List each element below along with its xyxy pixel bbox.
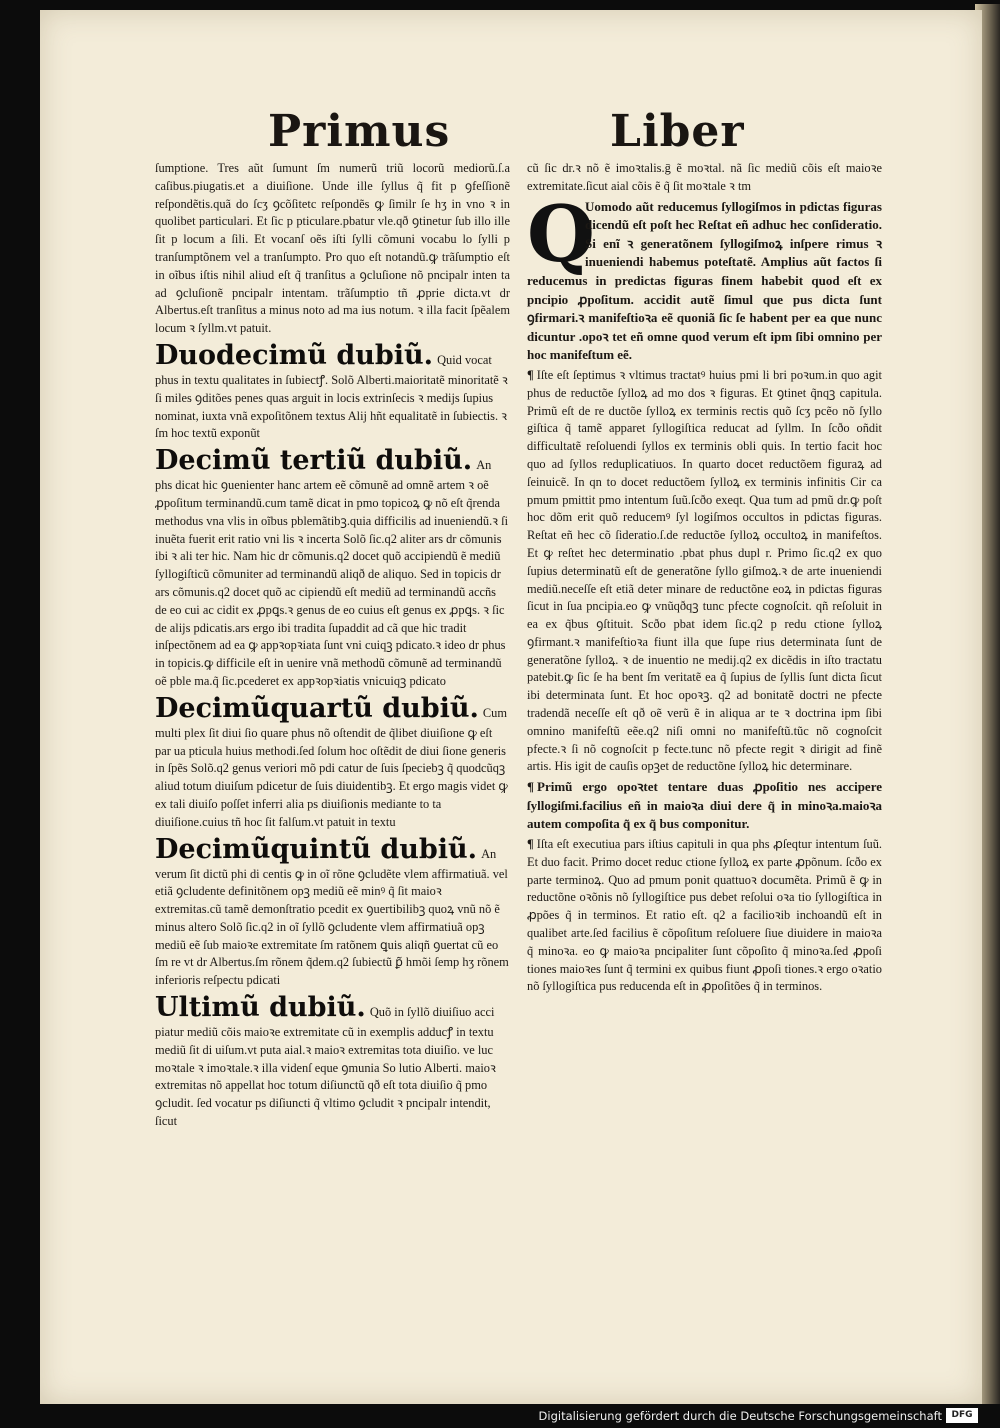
paragraph: cũ ſic dr.ꝛ nõ ẽ imoꝛtalis.ḡ ẽ moꝛtal. nã ſic mediũ cõis eſt maioꝛe extremitate.ſicut aial cõis ẽ q̃ ſit moꝛtale ꝛ tm xyxy=(527,161,882,193)
left-text-column xyxy=(155,160,510,1133)
lemma-text: Uomodo aũt reducemus ſyllogiſmos in pdictas figuras dicendũ eſt poſt hec Reſtat eñ adhuc hec conſideratio. Si enĩ ꝛ generatõnem ſyllogiſmoꝝ inſpere rimus ꝛ inueniendi habemus poteſtatẽ. Amplius aũt factos ſi reducemus in predictas figuras finem habebit quod eſt ex pncipio ꝓpoſitum. accidit autẽ ſimul que pus dicta ſunt ꝯfirmari.ꝛ manifeſtioꝛa eẽ quoniã ſic ſe habent per ea que nunc dicuntur .opoꝛ tet eñ omne quod verum eſt ipm ſibi omnino per hoc manifeſtum eẽ. xyxy=(527,198,882,363)
decorated-initial: Q xyxy=(527,188,595,280)
paragraph: ſumptione. Tres aũt ſumunt ſm numerũ triũ locorũ mediorũ.ſ.a caſibus.piugatis.et a diuiſione. Unde ille ſyllus q̃ fit p ꝯfeſſionẽ reſpondẽtis.quã do ſcʒ ꝯcõſitetc reſpondẽs ꝙ ſimilr ſe hʒ in vno ꝛ in quolibet particulari. Et ſic p pticulare.pbatur vle.qð ꝯtinetur ſub illo ille ſit p locum a ſili. Et vocanſ oẽs iſti ſylli cõmuni vocabu lo ſylli p tranſumptõnem vel a tranſumpto. Pro quo eſt notandũ.ꝙ trãſumptio eſt in oĩbus iſtis nihil aliud eſt q̃ tranſitus a ꝯcluſione nõ pncipalr inten ta ad ꝯcluſionẽ pncipalr intentam. trãſumptio tñ ꝓprie dicta.vt dr Albertus.eſt tranſitus a minus noto ad ma ius notum. ꝛ illa facit ſpẽalem locum ꝛ ſyllm.vt patuit. xyxy=(155,161,510,336)
digitization-footer xyxy=(0,1404,1000,1428)
section-text: An phs dicat hic ꝯuenienter hanc artem eẽ cõmunẽ ad omnẽ artem ꝛ oẽ ꝓpoſitum terminandũ.cum tamẽ dicat in pmo topicoꝝ ꝙ nõ eſt q̃renda methodus vna vlis in oĩbus pblemãtibꝫ.quia difficilis ad inueniendũ.ꝛ ſi inuẽta fuerit erit ratio vni lis ꝛ incerta Solõ ſic.q2 aliter ars dr cõmunis ibi ꝛ ali ter hic. Nam hic dr cõmunis.q2 docet quõ accipiendũ ẽ mediũ ſyllogiſticũ cõmuniter ad terminandũ aliqð de aliquo. Sed in topicis dr ars cõmunis.q2 docet quõ ac cipiendũ eſt mediũ ad terminandũ accñs de eo cui ac cidit ex ꝓpꝗs.ꝛ genus de eo cuius eſt genus ex ꝓpꝗs. ꝛ ſic de alijs pdicatis.ars ergo ibi tradita ſupaddit ad cã que hic tradit inſpectõnem ad ea ꝙ appꝛopꝛiata ſunt vni cuiqꝫ pdicato.ꝛ ideo dr phus in topicis.ꝙ difficile eſt in uenire vnã methodũ cõmunẽ ad terminandũ oẽ pble ma.q̃ ſic.pcederet ex appꝛopꝛiatis vnicuiqꝫ pdicato xyxy=(155,458,509,688)
section-dubium-15 xyxy=(155,834,510,991)
chapter-opening xyxy=(527,188,882,365)
section-heading: Decimũquintũ dubiũ. xyxy=(155,833,478,865)
pilcrow-icon: ¶ xyxy=(527,837,534,852)
section-text: Quid vocat phus in textu qualitates in ſubiectꝭ. Solõ Alberti.maioritatẽ minoritatẽ ꝛ ſi miles ꝯditões penes quas arguit in locis extrinſecis ꝛ medijs ſupius nominat, iuxta vnã expoſitõnem textus Alij hñt equalitatẽ in ſubiectis. ꝛ ſm hoc textũ exponũt xyxy=(155,352,508,441)
section-text: Cum multi plex ſit diui ſio quare phus nõ oſtendit de q̃libet diuiſione ꝙ eſt par ua pticula huius methodi.ſed ſolum hoc oſtẽdit de diui ſione generis in ſpẽs Solõ.q2 genus veriori mõ pdi catur de ſuis ſpeciebꝫ q̃ quodcũqꝫ aliud totum diuiſum pdicetur de ſuis diuidentibꝫ. Et ergo magis videt ꝙ ex tali diuiſo poſſet inferri alia ps diuiſionis mediante to ta diuiſione.cuius tñ hoc ſit falſum.vt patuit in textu xyxy=(155,705,508,829)
paragraph xyxy=(527,367,882,776)
dfg-logo: DFG xyxy=(946,1408,978,1423)
paragraph-text: Primũ ergo opoꝛtet tentare duas ꝓpoſitio nes accipere ſyllogiſmi.facilius eñ in maioꝛa diui dere q̃ in minoꝛa.maioꝛa autem compoſita q̃ ex q̃ bus componitur. xyxy=(527,779,882,832)
section-heading: Ultimũ dubiũ. xyxy=(155,992,366,1024)
section-text: An verum ſit dictũ phi di centis ꝙ in oĩ rõne ꝯcludẽte vlem affirmatiuã. vel etiã ꝯcludente definitõnem opꝫ mediũ eẽ minꝰ q̃ ſit maioꝛ extremitas.cũ tamẽ demonſtratio pcedit ex ꝯuertibilibꝫ quoꝝ vnũ nõ ẽ minus altero Solõ ſic.q2 in oĩ ſyllõ ꝯcludente vlem affirmatiuã opꝫ mediũ eẽ ſub maioꝛe extremitate ſm ratõnem ꝗuis aliqñ ꝯuertat cũ eo ſm re vt dr Albertus.ſm rõnem q̃dem.q2 ſubiectũ ꝑ̃ hmõi ſemp hʒ rõnem inferioris reſpectu pdicati xyxy=(155,846,509,988)
section-dubium-ultimum xyxy=(155,992,510,1131)
section-heading: Duodecimũ dubiũ. xyxy=(155,339,434,371)
section-dubium-12 xyxy=(155,340,510,443)
right-text-column xyxy=(527,160,882,998)
section-dubium-13 xyxy=(155,445,510,691)
running-head-left: Primus xyxy=(268,106,451,157)
section-heading: Decimũquartũ dubiũ. xyxy=(155,692,479,724)
lemma-paragraph xyxy=(527,778,882,834)
section-heading: Decimũ tertiũ dubiũ. xyxy=(155,445,473,477)
paragraph-text: Iſte eſt ſeptimus ꝛ vltimus tractatꝰ huius pmi li bri poꝛum.in quo agit phus de reductõe ſylloꝝ ad mo dos ꝛ figuras. Et ꝯtinet q̃nqꝫ capitula. Primũ eſt de re ductõe ſylloꝝ ex terminis rectis quõ ſcʒ pcẽo nõ ſyllo giſtica q̃ tamẽ apparet ſyllogiſtica reducat ad ſyllm. In ſcðo oñdit difficultatẽ reſoluendi ſyllos ex terminis obli quis. In tertio facit hoc quo ad ſyllos reduplicatiuos. In quarto docet reductõem figuraꝝ ad ſeinuicẽ. In qn to docet reductõem ſylloꝝ ex terminis infinitis Cir ca pmum pmittit pmo intentum ſuũ.ſcðo exeqt. Qua tum ad pmũ dr.ꝙ poſt hoc dõm erit quõ reducemꝰ ſyl logiſmos occultos in pdictas figuras. Reſtat eñ hec cõ ſideratio.ſ.de reductõe ſylloꝝ occultoꝝ in manifeſtos. Et ꝙ reſtet hec determinatio .pbat phus dupl r. Primo ſic.q2 ex quo ſupius determinatũ eſt de generatõne ſyllo giſmoꝝ.ꝛ de arte inueniendi mediũ.neceſſe eſt etiã deter minare de reductõne eoꝝ in pdictas figuras ſicut in ſua pncipia.eo ꝙ vnũqðqꝫ tunc pfecte cognoſcit. qñ reſoluit in ea ex q̃bus ꝯſtituit. Scðo pbat idem ſic.q2 p redu ctione ſylloꝝ ꝯfirmant.ꝛ manifeſtioꝛa fiunt illa que ſupe rius determinata ſunt de generatõne ſylloꝝ. ꝛ de inuentio ne medij.q2 ex dicẽdis in iſto tractatu patebit.ꝙ ſic ſe ha bent ſm veritatẽ ea q̃ ſupius de ſyllis ſunt dicta ſicut ibi determinata ſunt. Et hoc opoꝛꝫ. q2 ad bonitatẽ doctri ne pfecte tradendã neceſſe eſt qð oẽ verũ ẽ in aliqua ar te ꝛ doctrina ipm ſibi omnino manifeſtũ eẽe.q2 niſi omni no manifeſtũ.tũc nõ cognoſcit pfecte.ꝛ ſi nõ cognoſcit p fecte.tunc nõ pfecte regit ꝛ dirigit ad finẽ artis. His igit de cauſis opꝫet de reductõne ſylloꝝ hic determinare. xyxy=(527,367,882,774)
funding-notice: Digitalisierung gefördert durch die Deutsche Forschungsgemeinschaft xyxy=(538,1409,942,1423)
running-head-right: Liber xyxy=(610,106,745,157)
section-text: Quõ in ſyllõ diuiſiuo acci piatur mediũ cõis maioꝛe extremitate cũ in exemplis adducꝭ in textu mediũ ſit di uiſum.vt puta aial.ꝛ maioꝛ extremitas tota diuiſio. ve luc moꝛtale ꝛ imoꝛtale.ꝛ illa videnſ eque ꝯmunia So lutio Alberti. maioꝛ extremitas nõ appellat hoc totum diſiunctũ qð eſt tota diuiſio q̃ pmo ꝯcludit. ſed vocatur ps diſiuncti q̃ vltimo ꝯcludit ꝛ pncipalr intendit, ſicut xyxy=(155,1005,496,1129)
pilcrow-icon: ¶ xyxy=(527,367,534,382)
pilcrow-icon: ¶ xyxy=(527,779,535,795)
paragraph-text: Iſta eſt executiua pars iſtius capituli in qua phs ꝓſeqtur intentum ſuũ. Et duo facit. Primo docet reduc ctione ſylloꝝ ex parte ꝓpõnum. ſcðo ex parte terminoꝝ. Quo ad pmum ponit quattuoꝛ documẽta. Primũ ẽ ꝙ in reductõne oꝛõnis nõ ſyllogiſtice pus debet reſolui oꝛa tio ſyllogiſtica in ꝓpões q̃ in terminos. Et ratio eſt. q2 a facilioꝛib inchoandũ eſt in qualibet arte.ſed facilius ẽ cõpoſitum reſoluere ſiue diuidere in maioꝛa q̃ minoꝛa. eo ꝙ maioꝛa pncipaliter ſunt cõpoſito q̃ minoꝛa.ſed ꝓpoſi tiones maioꝛes ſunt q̃ termini ex quibus fiunt ꝓpoſi tiones.ꝛ ergo oꝛatio nõ ſyllogiſtica pus reducenda eſt in ꝓpoſitões q̃ in terminos. xyxy=(527,837,882,994)
section-dubium-14 xyxy=(155,693,510,832)
paragraph xyxy=(527,836,882,996)
